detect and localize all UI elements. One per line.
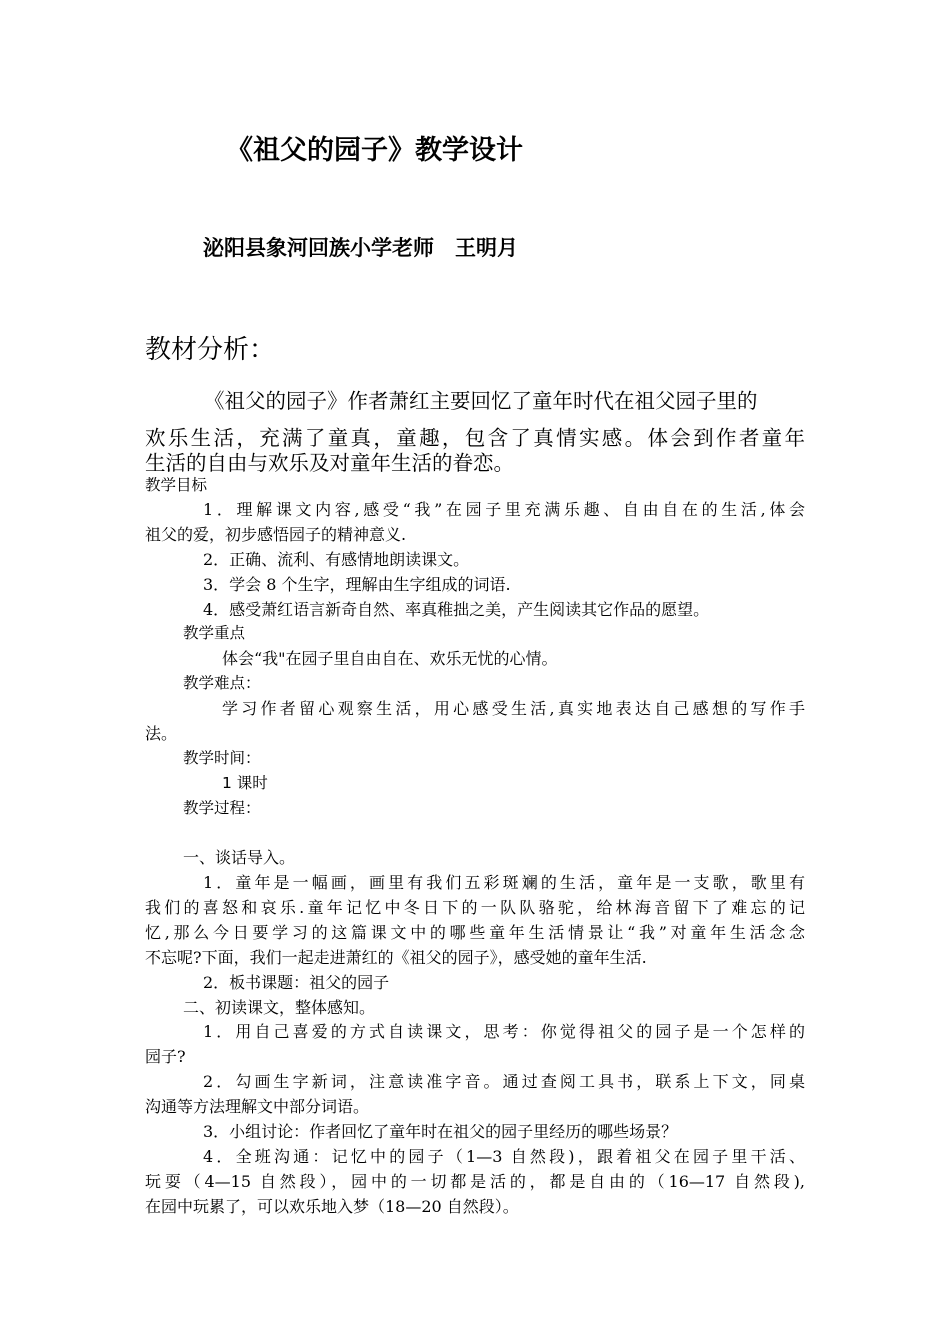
time-label: 教学时间：	[183, 749, 261, 767]
paragraph-line: 沟通等方法理解文中部分词语。	[145, 1097, 370, 1116]
paragraph-line: 不忘呢?下面，我们一起走进萧红的《祖父的园子》，感受她的童年生活.	[145, 948, 647, 967]
goal-item: 祖父的爱，初步感悟园子的精神意义.	[145, 525, 407, 544]
section-heading: 一、谈话导入。	[183, 848, 296, 867]
difficulty-label: 教学难点：	[183, 674, 261, 692]
goals-label: 教学目标	[145, 476, 208, 494]
paragraph-line: 4．全班沟通：记忆中的园子（1—3 自然段)，跟着祖父在园子里干活、	[203, 1147, 805, 1166]
paragraph-line: 1．童年是一幅画，画里有我们五彩斑斓的生活，童年是一支歌，歌里有	[203, 873, 805, 892]
process-label: 教学过程：	[183, 799, 261, 817]
time-value: 1 课时	[222, 774, 268, 792]
author-line: 泌阳县象河回族小学老师 王明月	[203, 236, 518, 260]
key-point-text: 体会“我"在园子里自由自在、欢乐无忧的心情。	[222, 649, 558, 668]
analysis-heading: 教材分析：	[145, 335, 276, 365]
paragraph-line: 忆,那么今日要学习的这篇课文中的哪些童年生活情景让“我”对童年生活念念	[145, 923, 805, 942]
paragraph-line: 1．用自己喜爱的方式自读课文，思考：你觉得祖父的园子是一个怎样的	[203, 1022, 805, 1041]
document-title: 《祖父的园子》教学设计	[226, 135, 523, 166]
analysis-line: 生活的自由与欢乐及对童年生活的眷恋。	[145, 451, 514, 475]
paragraph-line: 园子?	[145, 1047, 186, 1066]
paragraph-line: 我们的喜怒和哀乐.童年记忆中冬日下的一队队骆驼，给林海音留下了难忘的记	[145, 898, 805, 917]
difficulty-text: 学习作者留心观察生活，用心感受生活,真实地表达自己感想的写作手	[222, 699, 805, 718]
paragraph-line: 玩耍（4—15 自然段），园中的一切都是活的，都是自由的（16—17 自然段),	[145, 1172, 805, 1191]
paragraph-line: 在园中玩累了，可以欢乐地入梦（18—20 自然段）。	[145, 1197, 519, 1216]
goal-item: 4．感受萧红语言新奇自然、率真稚拙之美，产生阅读其它作品的愿望。	[203, 600, 710, 619]
paragraph-line: 3．小组讨论：作者回忆了童年时在祖父的园子里经历的哪些场景？	[203, 1122, 678, 1141]
goal-item: 1．理解课文内容,感受“我”在园子里充满乐趣、自由自在的生活,体会	[203, 500, 805, 519]
analysis-line: 《祖父的园子》作者萧红主要回忆了童年时代在祖父园子里的	[204, 389, 758, 413]
paragraph-line: 2．板书课题：祖父的园子	[203, 973, 390, 992]
analysis-line: 欢乐生活，充满了童真，童趣，包含了真情实感。体会到作者童年	[145, 426, 805, 450]
key-point-label: 教学重点	[183, 624, 246, 642]
paragraph-line: 2．勾画生字新词，注意读准字音。通过查阅工具书，联系上下文，同桌	[203, 1072, 805, 1091]
goal-item: 2．正确、流利、有感情地朗读课文。	[203, 550, 470, 569]
goal-item: 3．学会 8 个生字，理解由生字组成的词语.	[203, 575, 511, 594]
difficulty-text: 法。	[145, 724, 178, 743]
section-heading: 二、初读课文，整体感知。	[183, 998, 376, 1017]
